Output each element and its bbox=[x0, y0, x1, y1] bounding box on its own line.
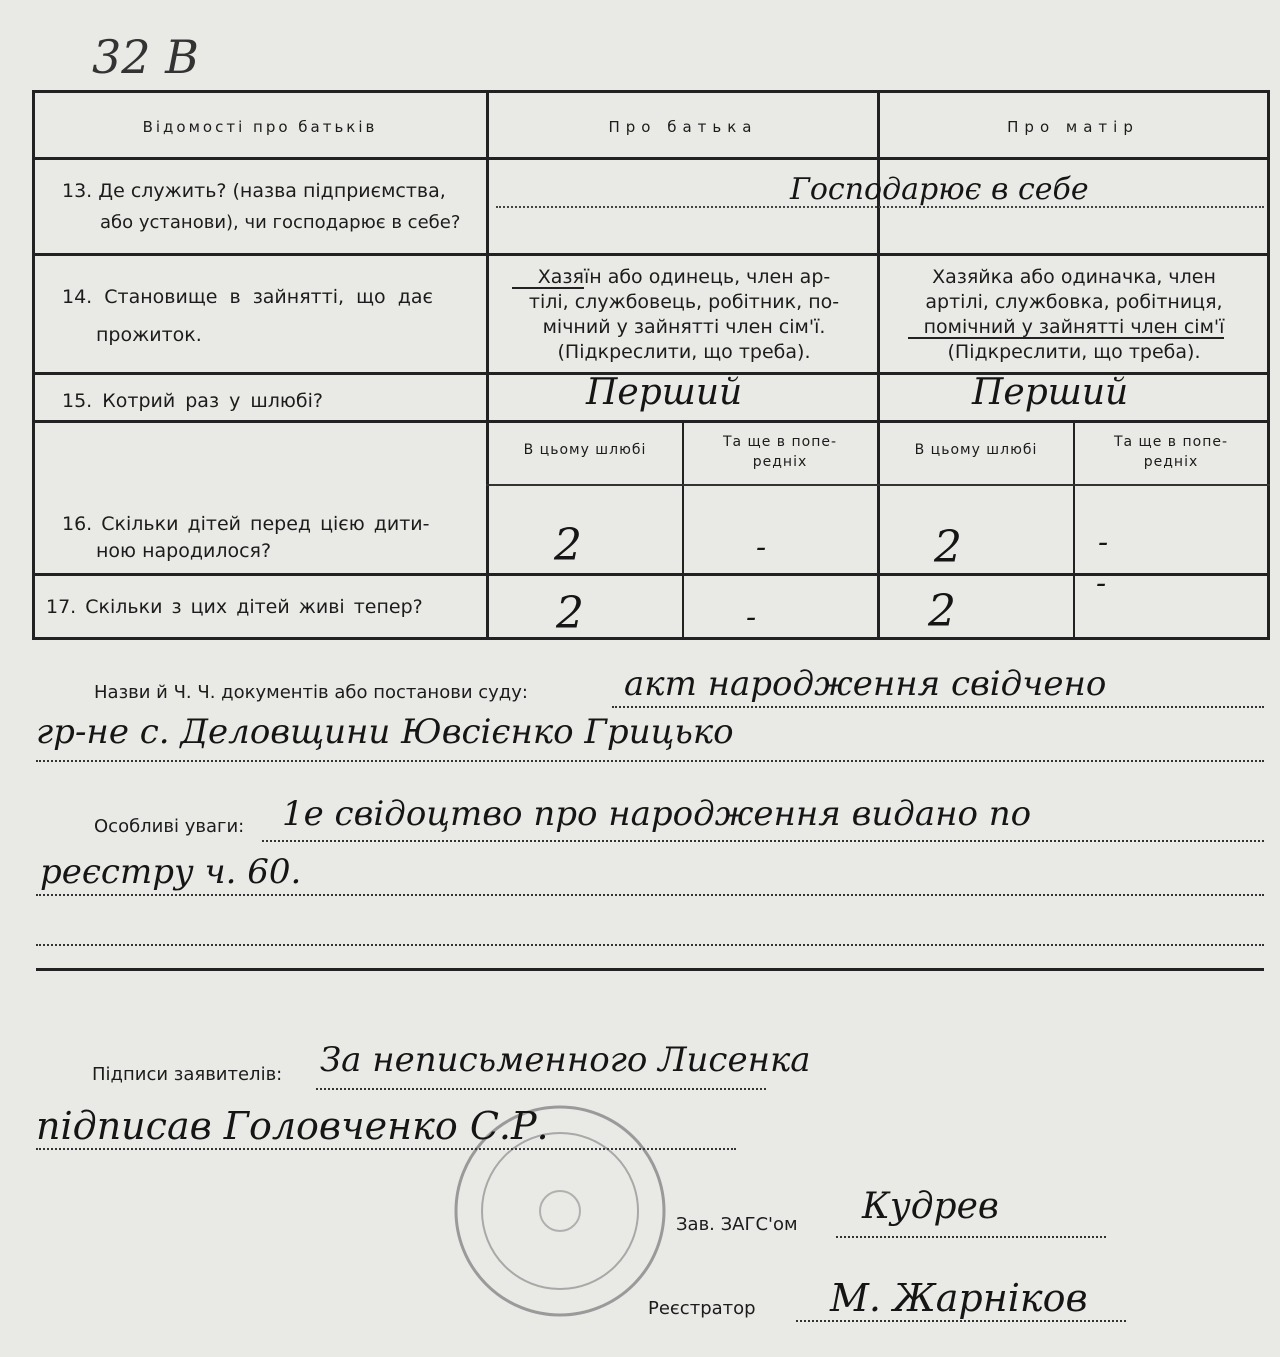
mother-subheader-this-marriage: В цьому шлюбі bbox=[914, 442, 1038, 458]
mother-subheader-previous-line2: редніх bbox=[1143, 454, 1199, 470]
documents-line1 bbox=[612, 706, 1264, 708]
documents-label: Назви й Ч. Ч. документів або постанови суду: bbox=[94, 682, 528, 703]
row16-question-line1: 16. Скільки дітей перед цією дити- bbox=[62, 513, 430, 535]
remarks-label: Особливі уваги: bbox=[94, 816, 245, 837]
father-subheader-previous-line1: Та ще в попе- bbox=[722, 434, 838, 450]
remarks-line3 bbox=[36, 944, 1264, 946]
row13-answer: Господарює в себе bbox=[790, 172, 1089, 207]
row15-border bbox=[32, 420, 1270, 423]
row16-subheader-border bbox=[486, 484, 1270, 486]
documents-line2 bbox=[36, 760, 1264, 762]
signatures-value-line1: За неписьменного Лисенка bbox=[320, 1040, 811, 1080]
header-parents-info: Відомості про батьків bbox=[142, 118, 378, 136]
row14-father-line3: мічний у зайнятті член сім'ї. bbox=[542, 316, 826, 338]
row14-mother-line4: (Підкреслити, що треба). bbox=[947, 341, 1201, 363]
row17-mother-this: 2 bbox=[928, 586, 956, 637]
row14-father-line4: (Підкреслити, що треба). bbox=[557, 341, 811, 363]
row17-father-this: 2 bbox=[556, 588, 584, 639]
row14-mother-line1: Хазяйка або одиначка, член bbox=[932, 266, 1216, 288]
row17-father-prev: - bbox=[746, 600, 757, 635]
row16-border bbox=[32, 573, 1270, 576]
section-divider bbox=[36, 968, 1264, 971]
remarks-value-line2: реєстру ч. 60. bbox=[40, 852, 302, 892]
row13-border bbox=[32, 253, 1270, 256]
row16-father-this: 2 bbox=[554, 520, 582, 571]
table-bottom-border bbox=[32, 637, 1270, 640]
header-about-mother: Про матір bbox=[1007, 118, 1139, 136]
documents-value-line2: гр-не с. Деловщини Ювсієнко Грицько bbox=[36, 712, 734, 752]
father-subheader-this-marriage: В цьому шлюбі bbox=[523, 442, 647, 458]
registrar-signature: М. Жарніков bbox=[830, 1276, 1088, 1320]
header-row-border bbox=[32, 157, 1270, 160]
table-left-border bbox=[32, 90, 35, 640]
row16-mother-prev: - bbox=[1098, 525, 1109, 560]
mother-subheader-previous-line1: Та ще в попе- bbox=[1113, 434, 1229, 450]
row14-mother-line3: помічний у зайнятті член сім'ї bbox=[923, 316, 1225, 338]
registrar-label: Реєстратор bbox=[648, 1298, 756, 1319]
page-number-mark: 32 В bbox=[92, 30, 199, 84]
row17-question: 17. Скільки з цих дітей живі тепер? bbox=[46, 596, 423, 618]
row15-mother-answer: Перший bbox=[972, 372, 1129, 413]
signatures-line1 bbox=[316, 1088, 766, 1090]
signatures-value-line2: підписав Головченко С.Р. bbox=[36, 1104, 549, 1148]
header-about-father: Про батька bbox=[608, 118, 758, 136]
head-of-registry-signature: Кудрев bbox=[862, 1186, 999, 1227]
documents-value-line1: акт народження свідчено bbox=[624, 664, 1107, 704]
remarks-line1 bbox=[262, 840, 1264, 842]
table-col-divider-1 bbox=[486, 90, 489, 640]
row13-question-line1: 13. Де служить? (назва підприємства, bbox=[62, 180, 446, 202]
row16-father-prev: - bbox=[756, 530, 767, 565]
row15-father-answer: Перший bbox=[586, 372, 743, 413]
row14-mother-line2: артілі, службовка, робітниця, bbox=[925, 291, 1223, 313]
head-of-registry-label: Зав. ЗАГС'ом bbox=[676, 1214, 798, 1235]
table-top-border bbox=[32, 90, 1270, 93]
signatures-label: Підписи заявителів: bbox=[92, 1064, 283, 1085]
head-signature-line bbox=[836, 1236, 1106, 1238]
row17-mother-prev: - bbox=[1096, 566, 1107, 601]
row15-question: 15. Котрий раз у шлюбі? bbox=[62, 390, 323, 412]
row16-mother-this: 2 bbox=[934, 522, 962, 573]
father-subheader-previous-line2: редніх bbox=[752, 454, 808, 470]
row14-question-line1: 14. Становище в зайнятті, що дає bbox=[62, 286, 433, 308]
row14-question-line2: прожиток. bbox=[96, 324, 202, 346]
signatures-line2 bbox=[36, 1148, 736, 1150]
row16-question-line2: ною народилося? bbox=[96, 540, 272, 562]
table-right-border bbox=[1267, 90, 1270, 640]
row13-question-line2: або установи), чи господарює в себе? bbox=[100, 212, 461, 233]
row14-father-line1: Хазяїн або одинець, член ар- bbox=[537, 266, 831, 288]
father-selection-underline bbox=[512, 287, 584, 289]
mother-selection-underline bbox=[908, 337, 1224, 339]
row14-father-line2: тілі, службовець, робітник, по- bbox=[528, 291, 840, 313]
registrar-signature-line bbox=[796, 1320, 1126, 1322]
remarks-line2 bbox=[36, 894, 1264, 896]
remarks-value-line1: 1е свідоцтво про народження видано по bbox=[282, 794, 1032, 834]
